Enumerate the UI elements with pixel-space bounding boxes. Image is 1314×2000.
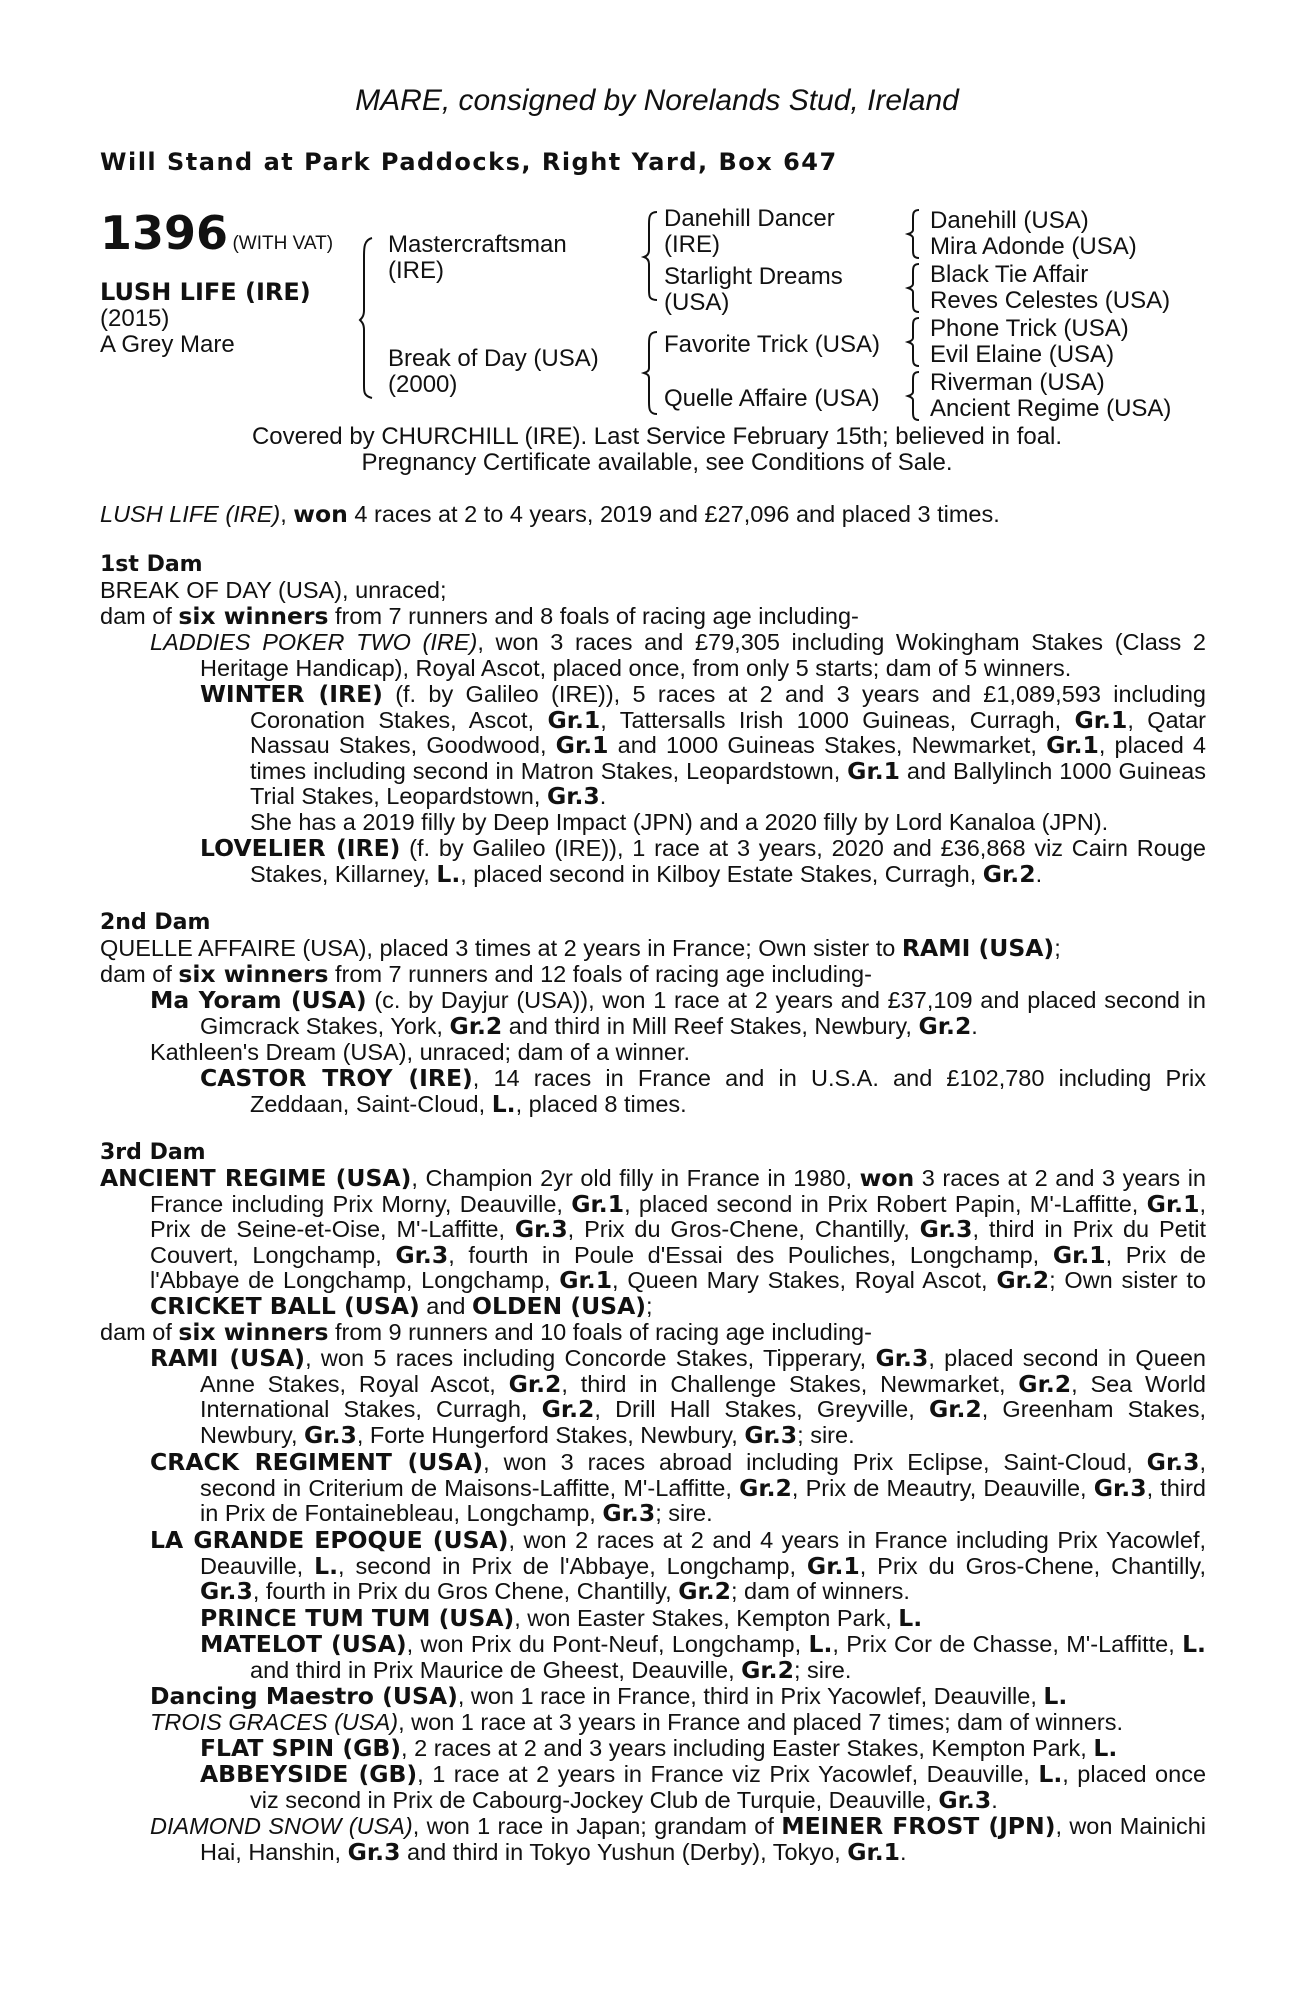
progeny-castor-troy: CASTOR TROY (IRE), 14 races in France and in U.S.A. and £102,780 including Prix Zeddaan, Saint-Cloud, L., placed 8 times. [200,1064,1207,1118]
winter-offspring-note: She has a 2019 filly by Deep Impact (JPN) and a 2020 filly by Lord Kanaloa (JPN). [250,809,1109,835]
sire-sire: Danehill Dancer (IRE) [664,205,835,258]
third-dam-heading: 3rd Dam [100,1140,206,1165]
progeny-laddies-poker-two: LADDIES POKER TWO (IRE), won 3 races and £79,305 including Wokingham Stakes (Class 2 Heritage Handicap), Royal Ascot, placed once, from only 5 starts; dam of 5 winners. [150,629,1206,681]
ancestor-g7: Riverman (USA) [930,369,1105,396]
second-dam-line: QUELLE AFFAIRE (USA), placed 3 times at 2 years in France; Own sister to RAMI (USA); [100,934,1061,962]
dam: Break of Day (USA) (2000) [388,345,599,398]
progeny-diamond-snow: DIAMOND SNOW (USA), won 1 race in Japan; grandam of MEINER FROST (JPN), won Mainichi Hai, Hanshin, Gr.3 and third in Tokyo Yushun (Derby), Tokyo, Gr.1. [150,1812,1206,1866]
dam-dam: Quelle Affaire (USA) [664,385,880,412]
third-dam-progeny-summary: dam of six winners from 9 runners and 10 foals of racing age including- [100,1318,872,1346]
bracket-g12 [907,208,923,260]
covered-note: Covered by CHURCHILL (IRE). Last Service February 15th; believed in foal. Pregnancy Certificate available, see Conditions of Sale. [251,423,1063,476]
first-dam-heading: 1st Dam [100,552,203,577]
ancestor-g6: Evil Elaine (USA) [930,341,1115,368]
bracket-g56 [907,316,923,368]
pedigree-bracket-dam [643,330,663,416]
foaling-year: (2015) [100,305,170,332]
bracket-g78 [907,370,923,422]
progeny-flat-spin: FLAT SPIN (GB), 2 races at 2 and 3 years including Easter Stakes, Kempton Park, L. [200,1734,1118,1762]
progeny-kathleens-dream: Kathleen's Dream (USA), unraced; dam of a winner. [150,1039,691,1065]
second-dam-progeny-summary: dam of six winners from 7 runners and 12 foals of racing age including- [100,960,872,988]
third-dam-ancient-regime: ANCIENT REGIME (USA), Champion 2yr old filly in France in 1980, won 3 races at 2 and 3 years in France including Prix Morny, Deauville, Gr.1, placed second in Prix Robert Papin, M'-Laffitte, Gr.1, Prix de Seine-et-Oise, M'-Laffitte, Gr.3, Prix du Gros-Chene, Chantilly, Gr.3, third in Prix du Petit Couvert, Longchamp, Gr.3, fourth in Poule d'Essai des Pouliches, Longchamp, Gr.1, Prix de l'Abbaye de Longchamp, Longchamp, Gr.1, Queen Mary Stakes, Royal Ascot, Gr.2; Own sister to CRICKET BALL (USA) and OLDEN (USA); [100,1164,1207,1320]
first-dam-progeny-summary: dam of six winners from 7 runners and 8 foals of racing age including- [100,602,859,630]
bracket-g34 [907,262,923,314]
progeny-matelot: MATELOT (USA), won Prix du Pont-Neuf, Longchamp, L., Prix Cor de Chasse, M'-Laffitte, L. and third in Prix Maurice de Gheest, Deauville, Gr.2; sire. [200,1630,1206,1684]
ancestor-g4: Reves Celestes (USA) [930,287,1171,314]
pedigree-bracket-sire [643,210,663,302]
progeny-trois-graces: TROIS GRACES (USA), won 1 race at 3 years in France and placed 7 times; dam of winners. [150,1709,1124,1735]
progeny-prince-tum-tum: PRINCE TUM TUM (USA), won Easter Stakes, Kempton Park, L. [200,1604,923,1632]
horse-description: A Grey Mare [100,331,235,358]
dam-sire: Favorite Trick (USA) [664,331,881,358]
sire-dam: Starlight Dreams (USA) [664,263,843,316]
horse-name: LUSH LIFE (IRE) [100,278,311,306]
race-summary: LUSH LIFE (IRE), won 4 races at 2 to 4 years, 2019 and £27,096 and placed 3 times. [100,500,1000,528]
pedigree-bracket-main [360,236,384,400]
second-dam-heading: 2nd Dam [100,910,211,935]
progeny-lovelier: LOVELIER (IRE) (f. by Galileo (IRE)), 1 race at 3 years, 2020 and £36,868 viz Cairn Rouge Stakes, Killarney, L., placed second in Kilboy Estate Stakes, Curragh, Gr.2. [200,834,1206,888]
lot-number: 1396 [100,206,229,260]
progeny-winter: WINTER (IRE) (f. by Galileo (IRE)), 5 races at 2 and 3 years and £1,089,593 including Coronation Stakes, Ascot, Gr.1, Tattersalls Irish 1000 Guineas, Curragh, Gr.1, Qatar Nassau Stakes, Goodwood, Gr.1 and 1000 Guineas Stakes, Newmarket, Gr.1, placed 4 times including second in Matron Stakes, Leopardstown, Gr.1 and Ballylinch 1000 Guineas Trial Stakes, Leopardstown, Gr.3. [200,680,1206,810]
progeny-dancing-maestro: Dancing Maestro (USA), won 1 race in France, third in Prix Yacowlef, Deauville, L. [150,1682,1068,1710]
ancestor-g5: Phone Trick (USA) [930,315,1129,342]
progeny-la-grande-epoque: LA GRANDE EPOQUE (USA), won 2 races at 2 and 4 years in France including Prix Yacowlef, Deauville, L., second in Prix de l'Abbaye, Longchamp, Gr.1, Prix du Gros-Chene, Chantilly, Gr.3, fourth in Prix du Gros Chene, Chantilly, Gr.2; dam of winners. [150,1526,1207,1605]
first-dam-line: BREAK OF DAY (USA), unraced; [100,577,447,603]
ancestor-g8: Ancient Regime (USA) [930,395,1172,422]
ancestor-g2: Mira Adonde (USA) [930,233,1137,260]
ancestor-g1: Danehill (USA) [930,207,1089,234]
progeny-abbeyside: ABBEYSIDE (GB), 1 race at 2 years in France viz Prix Yacowlef, Deauville, L., placed once viz second in Prix de Cabourg-Jockey Club de Turquie, Deauville, Gr.3. [200,1760,1207,1814]
progeny-rami: RAMI (USA), won 5 races including Concorde Stakes, Tipperary, Gr.3, placed second in Queen Anne Stakes, Royal Ascot, Gr.2, third in Challenge Stakes, Newmarket, Gr.2, Sea World International Stakes, Curragh, Gr.2, Drill Hall Stakes, Greyville, Gr.2, Greenham Stakes, Newbury, Gr.3, Forte Hungerford Stakes, Newbury, Gr.3; sire. [150,1344,1206,1449]
consignment-title: MARE, consigned by Norelands Stud, Ireland [355,84,959,117]
vat-note: (WITH VAT) [232,233,334,254]
ancestor-g3: Black Tie Affair [930,261,1089,288]
lot-block [100,206,333,260]
sire: Mastercraftsman (IRE) [388,231,567,284]
progeny-ma-yoram: Ma Yoram (USA) (c. by Dayjur (USA)), won 1 race at 2 years and £37,109 and placed second in Gimcrack Stakes, York, Gr.2 and third in Mill Reef Stakes, Newbury, Gr.2. [150,986,1206,1040]
progeny-crack-regiment: CRACK REGIMENT (USA), won 3 races abroad including Prix Eclipse, Saint-Cloud, Gr.3, second in Criterium de Maisons-Laffitte, M'-Laffitte, Gr.2, Prix de Meautry, Deauville, Gr.3, third in Prix de Fontainebleau, Longchamp, Gr.3; sire. [150,1448,1206,1527]
stand-location: Will Stand at Park Paddocks, Right Yard, Box 647 [100,148,838,176]
